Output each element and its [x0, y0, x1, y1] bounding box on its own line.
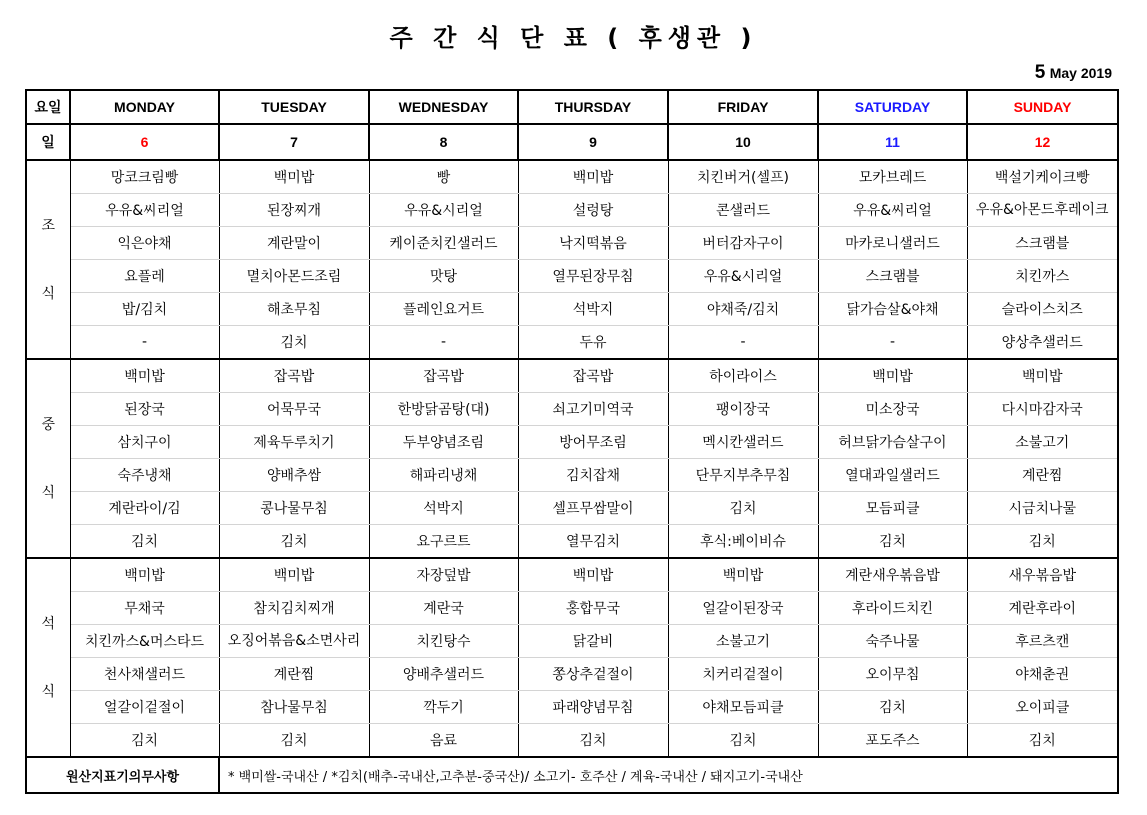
breakfast-row: [26, 160, 1118, 194]
lunch-menu-item: 백미밥: [967, 359, 1118, 393]
menu-date: [1035, 62, 1112, 84]
date-friday: 10: [668, 124, 818, 160]
breakfast-menu-item: 석박지: [518, 293, 668, 326]
dinner-menu-item: 홍합무국: [518, 592, 668, 625]
date-thursday: 9: [518, 124, 668, 160]
dinner-menu-item: 계란국: [369, 592, 518, 625]
dinner-menu-item: 무채국: [70, 592, 219, 625]
dinner-menu-item: 참치김치찌개: [219, 592, 369, 625]
dinner-menu-item: 치커리겉절이: [668, 658, 818, 691]
dinner-menu-item: 파래양념무침: [518, 691, 668, 724]
weekday-friday: FRIDAY: [668, 90, 818, 124]
lunch-row: [26, 393, 1118, 426]
breakfast-menu-item: 요플레: [70, 260, 219, 293]
lunch-menu-item: 요구르트: [369, 525, 518, 559]
dinner-menu-item: 계란새우볶음밥: [818, 558, 967, 592]
breakfast-menu-item: 우유&시리얼: [369, 194, 518, 227]
lunch-menu-item: 어묵무국: [219, 393, 369, 426]
lunch-menu-item: 모듬피클: [818, 492, 967, 525]
dinner-menu-item: 참나물무침: [219, 691, 369, 724]
dinner-menu-item: 백미밥: [668, 558, 818, 592]
lunch-menu-item: 콩나물무침: [219, 492, 369, 525]
breakfast-menu-item: -: [668, 326, 818, 360]
weekday-header-label: 요일: [26, 90, 70, 124]
lunch-menu-item: 김치잡채: [518, 459, 668, 492]
lunch-menu-item: 멕시칸샐러드: [668, 426, 818, 459]
breakfast-row: [26, 194, 1118, 227]
breakfast-menu-item: 스크램블: [818, 260, 967, 293]
dinner-row: [26, 724, 1118, 758]
lunch-menu-item: 셀프무쌈말이: [518, 492, 668, 525]
lunch-row: [26, 492, 1118, 525]
breakfast-menu-item: 망코크림빵: [70, 160, 219, 194]
breakfast-menu-item: 케이준치킨샐러드: [369, 227, 518, 260]
dinner-menu-item: 김치: [518, 724, 668, 758]
dinner-menu-item: 야채모듬피클: [668, 691, 818, 724]
dinner-row: [26, 625, 1118, 658]
breakfast-menu-item: 우유&아몬드후레이크: [967, 194, 1118, 227]
lunch-menu-item: 계란찜: [967, 459, 1118, 492]
breakfast-menu-item: -: [369, 326, 518, 360]
dinner-menu-item: 쫑상추겉절이: [518, 658, 668, 691]
weekday-saturday: SATURDAY: [818, 90, 967, 124]
dinner-menu-item: 깍두기: [369, 691, 518, 724]
date-row-label: 일: [26, 124, 70, 160]
dinner-menu-item: 백미밥: [70, 558, 219, 592]
dinner-row: [26, 658, 1118, 691]
breakfast-menu-item: 열무된장무침: [518, 260, 668, 293]
dinner-menu-item: 천사채샐러드: [70, 658, 219, 691]
dinner-menu-item: 계란후라이: [967, 592, 1118, 625]
dinner-row: [26, 592, 1118, 625]
dinner-menu-item: 김치: [219, 724, 369, 758]
breakfast-row: [26, 260, 1118, 293]
lunch-menu-item: 팽이장국: [668, 393, 818, 426]
dinner-menu-item: 얼갈이겉절이: [70, 691, 219, 724]
breakfast-menu-item: 익은야채: [70, 227, 219, 260]
lunch-menu-item: 김치: [967, 525, 1118, 559]
lunch-menu-item: 방어무조림: [518, 426, 668, 459]
breakfast-menu-item: 우유&씨리얼: [818, 194, 967, 227]
breakfast-menu-item: 해초무침: [219, 293, 369, 326]
lunch-row: [26, 459, 1118, 492]
lunch-menu-item: 계란라이/김: [70, 492, 219, 525]
breakfast-menu-item: -: [818, 326, 967, 360]
dinner-menu-item: 새우볶음밥: [967, 558, 1118, 592]
date-day: 5: [1034, 62, 1046, 83]
dinner-menu-item: 포도주스: [818, 724, 967, 758]
breakfast-menu-item: 백미밥: [518, 160, 668, 194]
breakfast-menu-item: 낙지떡볶음: [518, 227, 668, 260]
lunch-menu-item: 열대과일샐러드: [818, 459, 967, 492]
breakfast-menu-item: 닭가슴살&야채: [818, 293, 967, 326]
lunch-menu-item: 양배추쌈: [219, 459, 369, 492]
breakfast-menu-item: 마카로니샐러드: [818, 227, 967, 260]
dinner-menu-item: 치킨까스&머스타드: [70, 625, 219, 658]
breakfast-menu-item: -: [70, 326, 219, 360]
dinner-menu-item: 오이피클: [967, 691, 1118, 724]
dinner-row: [26, 691, 1118, 724]
breakfast-menu-item: 백설기케이크빵: [967, 160, 1118, 194]
date-saturday: 11: [818, 124, 967, 160]
lunch-menu-item: 백미밥: [818, 359, 967, 393]
lunch-menu-item: 한방닭곰탕(대): [369, 393, 518, 426]
dinner-menu-item: 음료: [369, 724, 518, 758]
weekday-sunday: SUNDAY: [967, 90, 1118, 124]
date-tuesday: 7: [219, 124, 369, 160]
origin-notice-label: 원산지표기의무사항: [26, 757, 219, 793]
breakfast-menu-item: 치킨까스: [967, 260, 1118, 293]
dinner-menu-item: 김치: [967, 724, 1118, 758]
dinner-menu-item: 치킨탕수: [369, 625, 518, 658]
lunch-menu-item: 해파리냉채: [369, 459, 518, 492]
lunch-menu-item: 소불고기: [967, 426, 1118, 459]
lunch-menu-item: 단무지부추무침: [668, 459, 818, 492]
date-wednesday: 8: [369, 124, 518, 160]
lunch-menu-item: 허브닭가슴살구이: [818, 426, 967, 459]
lunch-menu-item: 하이라이스: [668, 359, 818, 393]
dinner-menu-item: 숙주나물: [818, 625, 967, 658]
lunch-menu-item: 김치: [818, 525, 967, 559]
weekly-menu-table: [25, 89, 1119, 794]
breakfast-menu-item: 두유: [518, 326, 668, 360]
dinner-menu-item: 김치: [818, 691, 967, 724]
breakfast-menu-item: 맛탕: [369, 260, 518, 293]
dinner-menu-item: 김치: [70, 724, 219, 758]
breakfast-menu-item: 양상추샐러드: [967, 326, 1118, 360]
date-sunday: 12: [967, 124, 1118, 160]
lunch-menu-item: 석박지: [369, 492, 518, 525]
dinner-menu-item: 백미밥: [518, 558, 668, 592]
dinner-label: 석 식: [26, 558, 70, 757]
dinner-menu-item: 닭갈비: [518, 625, 668, 658]
breakfast-menu-item: 슬라이스치즈: [967, 293, 1118, 326]
lunch-menu-item: 시금치나물: [967, 492, 1118, 525]
breakfast-menu-item: 설렁탕: [518, 194, 668, 227]
breakfast-menu-item: 빵: [369, 160, 518, 194]
breakfast-menu-item: 모카브레드: [818, 160, 967, 194]
lunch-label: 중 식: [26, 359, 70, 558]
date-monday: 6: [70, 124, 219, 160]
dinner-menu-item: 야채춘권: [967, 658, 1118, 691]
breakfast-menu-item: 콘샐러드: [668, 194, 818, 227]
breakfast-menu-item: 치킨버거(셀프): [668, 160, 818, 194]
breakfast-menu-item: 백미밥: [219, 160, 369, 194]
breakfast-row: [26, 326, 1118, 360]
dinner-menu-item: 백미밥: [219, 558, 369, 592]
lunch-menu-item: 다시마감자국: [967, 393, 1118, 426]
dinner-menu-item: 오징어볶음&소면사리: [219, 625, 369, 658]
lunch-menu-item: 열무김치: [518, 525, 668, 559]
dinner-row: [26, 558, 1118, 592]
breakfast-menu-item: 야채죽/김치: [668, 293, 818, 326]
lunch-menu-item: 된장국: [70, 393, 219, 426]
breakfast-menu-item: 스크램블: [967, 227, 1118, 260]
lunch-menu-item: 잡곡밥: [518, 359, 668, 393]
breakfast-menu-item: 밥/김치: [70, 293, 219, 326]
breakfast-label: 조 식: [26, 160, 70, 359]
lunch-menu-item: 두부양념조림: [369, 426, 518, 459]
dinner-menu-item: 얼갈이된장국: [668, 592, 818, 625]
breakfast-menu-item: 플레인요거트: [369, 293, 518, 326]
weekday-wednesday: WEDNESDAY: [369, 90, 518, 124]
date-row: [26, 124, 1118, 160]
lunch-menu-item: 삼치구이: [70, 426, 219, 459]
breakfast-menu-item: 우유&시리얼: [668, 260, 818, 293]
lunch-menu-item: 쇠고기미역국: [518, 393, 668, 426]
weekday-thursday: THURSDAY: [518, 90, 668, 124]
weekday-monday: MONDAY: [70, 90, 219, 124]
breakfast-menu-item: 우유&씨리얼: [70, 194, 219, 227]
breakfast-menu-item: 버터감자구이: [668, 227, 818, 260]
lunch-menu-item: 후식:베이비슈: [668, 525, 818, 559]
dinner-menu-item: 후르츠캔: [967, 625, 1118, 658]
breakfast-menu-item: 된장찌개: [219, 194, 369, 227]
dinner-menu-item: 오이무침: [818, 658, 967, 691]
dinner-menu-item: 후라이드치킨: [818, 592, 967, 625]
breakfast-row: [26, 293, 1118, 326]
origin-notice-row: [26, 757, 1118, 793]
dinner-menu-item: 자장덮밥: [369, 558, 518, 592]
lunch-row: [26, 426, 1118, 459]
lunch-menu-item: 김치: [219, 525, 369, 559]
lunch-menu-item: 백미밥: [70, 359, 219, 393]
origin-notice-text: * 백미쌀-국내산 / *김치(배추-국내산,고추분-중국산)/ 소고기- 호주산 / 계육-국내산 / 돼지고기-국내산: [219, 757, 1118, 793]
lunch-menu-item: 김치: [668, 492, 818, 525]
weekday-tuesday: TUESDAY: [219, 90, 369, 124]
lunch-menu-item: 잡곡밥: [219, 359, 369, 393]
dinner-menu-item: 계란찜: [219, 658, 369, 691]
breakfast-menu-item: 김치: [219, 326, 369, 360]
lunch-menu-item: 제육두루치기: [219, 426, 369, 459]
lunch-menu-item: 숙주냉채: [70, 459, 219, 492]
breakfast-row: [26, 227, 1118, 260]
dinner-menu-item: 소불고기: [668, 625, 818, 658]
lunch-row: [26, 359, 1118, 393]
lunch-menu-item: 잡곡밥: [369, 359, 518, 393]
breakfast-menu-item: 계란말이: [219, 227, 369, 260]
lunch-menu-item: 김치: [70, 525, 219, 559]
lunch-menu-item: 미소장국: [818, 393, 967, 426]
dinner-menu-item: 양배추샐러드: [369, 658, 518, 691]
date-month-year: May 2019: [1049, 65, 1112, 81]
weekday-header-row: [26, 90, 1118, 124]
breakfast-menu-item: 멸치아몬드조림: [219, 260, 369, 293]
lunch-row: [26, 525, 1118, 559]
page-title: 주 간 식 단 표 ( 후생관 ): [389, 24, 758, 52]
menu-table-body: [26, 90, 1118, 793]
dinner-menu-item: 김치: [668, 724, 818, 758]
